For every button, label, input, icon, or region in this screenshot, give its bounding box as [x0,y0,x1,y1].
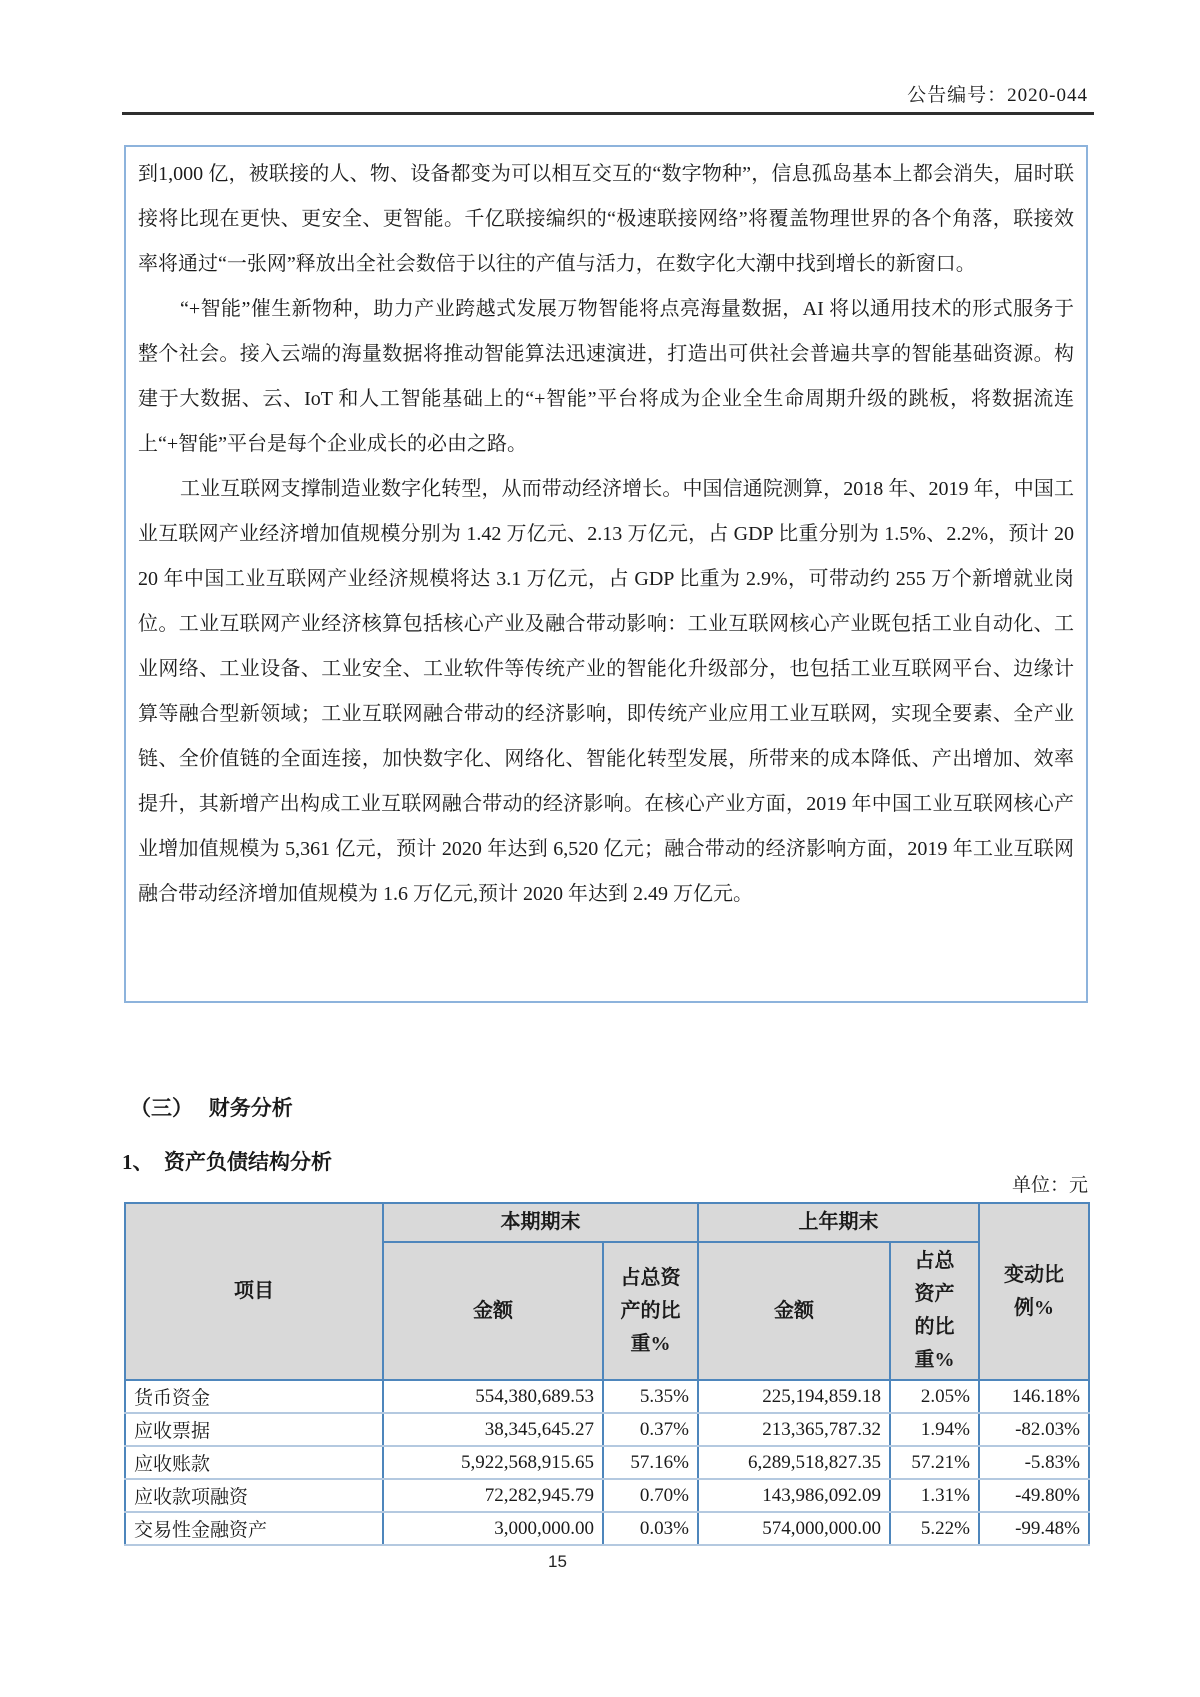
cell-current-amount: 38,345,645.27 [383,1413,603,1446]
announcement-number: 公告编号：2020-044 [907,85,1088,106]
header-divider [122,112,1094,115]
cell-item: 交易性金融资产 [125,1512,383,1545]
col-header-prior-period: 上年期末 [698,1203,979,1242]
cell-prior-pct: 5.22% [890,1512,979,1545]
cell-prior-amount: 143,986,092.09 [698,1479,890,1512]
col-header-pct-prior-label: 占总资产的比重% [914,1250,955,1371]
cell-current-pct: 5.35% [603,1380,698,1413]
col-header-current-period: 本期期末 [383,1203,698,1242]
table-header-row-1 [125,1203,1089,1242]
paragraph-industrial-internet: 工业互联网支撑制造业数字化转型，从而带动经济增长。中国信通院测算，2018 年、2019 年，中国工业互联网产业经济增加值规模分别为 1.42 万亿元、2.13 万亿元，占 GDP 比重分别为 1.5%、2.2%，预计 2020 年中国工业互联网产业经济规模将达 3.1 万亿元，占 GDP 比重为 2.9%，可带动约 255 万个新增就业岗位。工业互联网产业经济核算包括核心产业及融合带动影响：工业互联网核心产业既包括工业自动化、工业网络、工业设备、工业安全、工业软件等传统产业的智能化升级部分，也包括工业互联网平台、边缘计算等融合型新领域；工业互联网融合带动的经济影响，即传统产业应用工业互联网，实现全要素、全产业链、全价值链的全面连接，加快数字化、网络化、智能化转型发展，所带来的成本降低、产出增加、效率提升，其新增产出构成工业互联网融合带动的经济影响。在核心产业方面，2019 年中国工业互联网核心产业增加值规模为 5,361 亿元，预计 2020 年达到 6,520 亿元；融合带动的经济影响方面，2019 年工业互联网融合带动经济增加值规模为 1.6 万亿元,预计 2020 年达到 2.49 万亿元。 [138,478,1074,905]
paragraph-plus-intelligence: “+智能”催生新物种，助力产业跨越式发展万物智能将点亮海量数据，AI 将以通用技术的形式服务于整个社会。接入云端的海量数据将推动智能算法迅速演进，打造出可供社会普遍共享的智能基础资源。构建于大数据、云、IoT 和人工智能基础上的“+智能”平台将成为企业全生命周期升级的跳板，将数据流连上“+智能”平台是每个企业成长的必由之路。 [138,298,1074,455]
page-number: 15 [548,1552,567,1571]
cell-current-pct: 0.37% [603,1413,698,1446]
col-header-pct-current-label: 占总资产的比重% [620,1266,681,1355]
cell-prior-amount: 574,000,000.00 [698,1512,890,1545]
cell-prior-amount: 6,289,518,827.35 [698,1446,890,1479]
cell-item: 应收票据 [125,1413,383,1446]
cell-prior-amount: 225,194,859.18 [698,1380,890,1413]
cell-current-amount: 5,922,568,915.65 [383,1446,603,1479]
col-header-change-ratio [979,1203,1089,1380]
cell-current-pct: 0.03% [603,1512,698,1545]
cell-current-amount: 3,000,000.00 [383,1512,603,1545]
cell-change-ratio: -82.03% [979,1413,1089,1446]
table-row-notes-receivable [125,1413,1089,1446]
section-heading-financial-analysis: （三） 财务分析 [130,1096,293,1120]
cell-prior-pct: 57.21% [890,1446,979,1479]
table-row-monetary-funds [125,1380,1089,1413]
col-header-item: 项目 [125,1203,383,1380]
table-row-accounts-receivable [125,1446,1089,1479]
col-header-amount-current: 金额 [383,1242,603,1380]
cell-item: 应收账款 [125,1446,383,1479]
balance-structure-table [124,1202,1090,1546]
cell-change-ratio: -49.80% [979,1479,1089,1512]
cell-prior-pct: 1.31% [890,1479,979,1512]
cell-prior-amount: 213,365,787.32 [698,1413,890,1446]
col-header-pct-current [603,1242,698,1380]
col-header-pct-prior [890,1242,979,1380]
body-text-box [124,145,1088,1003]
cell-change-ratio: -5.83% [979,1446,1089,1479]
cell-item: 货币资金 [125,1380,383,1413]
table-row-receivables-financing [125,1479,1089,1512]
col-header-amount-prior: 金额 [698,1242,890,1380]
paragraph-connectivity: 到1,000 亿，被联接的人、物、设备都变为可以相互交互的“数字物种”，信息孤岛基本上都会消失，届时联接将比现在更快、更安全、更智能。千亿联接编织的“极速联接网络”将覆盖物理世界的各个角落，联接效率将通过“一张网”释放出全社会数倍于以往的产值与活力，在数字化大潮中找到增长的新窗口。 [138,163,1074,275]
cell-current-amount: 554,380,689.53 [383,1380,603,1413]
unit-label: 单位：元 [1011,1175,1088,1196]
cell-current-pct: 0.70% [603,1479,698,1512]
cell-current-pct: 57.16% [603,1446,698,1479]
cell-item: 应收款项融资 [125,1479,383,1512]
cell-prior-pct: 1.94% [890,1413,979,1446]
cell-current-amount: 72,282,945.79 [383,1479,603,1512]
subsection-heading-balance-structure: 1、 资产负债结构分析 [122,1150,332,1174]
col-header-change-ratio-label: 变动比例% [1004,1263,1064,1319]
cell-change-ratio: -99.48% [979,1512,1089,1545]
cell-prior-pct: 2.05% [890,1380,979,1413]
table-row-trading-financial-assets [125,1512,1089,1545]
cell-change-ratio: 146.18% [979,1380,1089,1413]
